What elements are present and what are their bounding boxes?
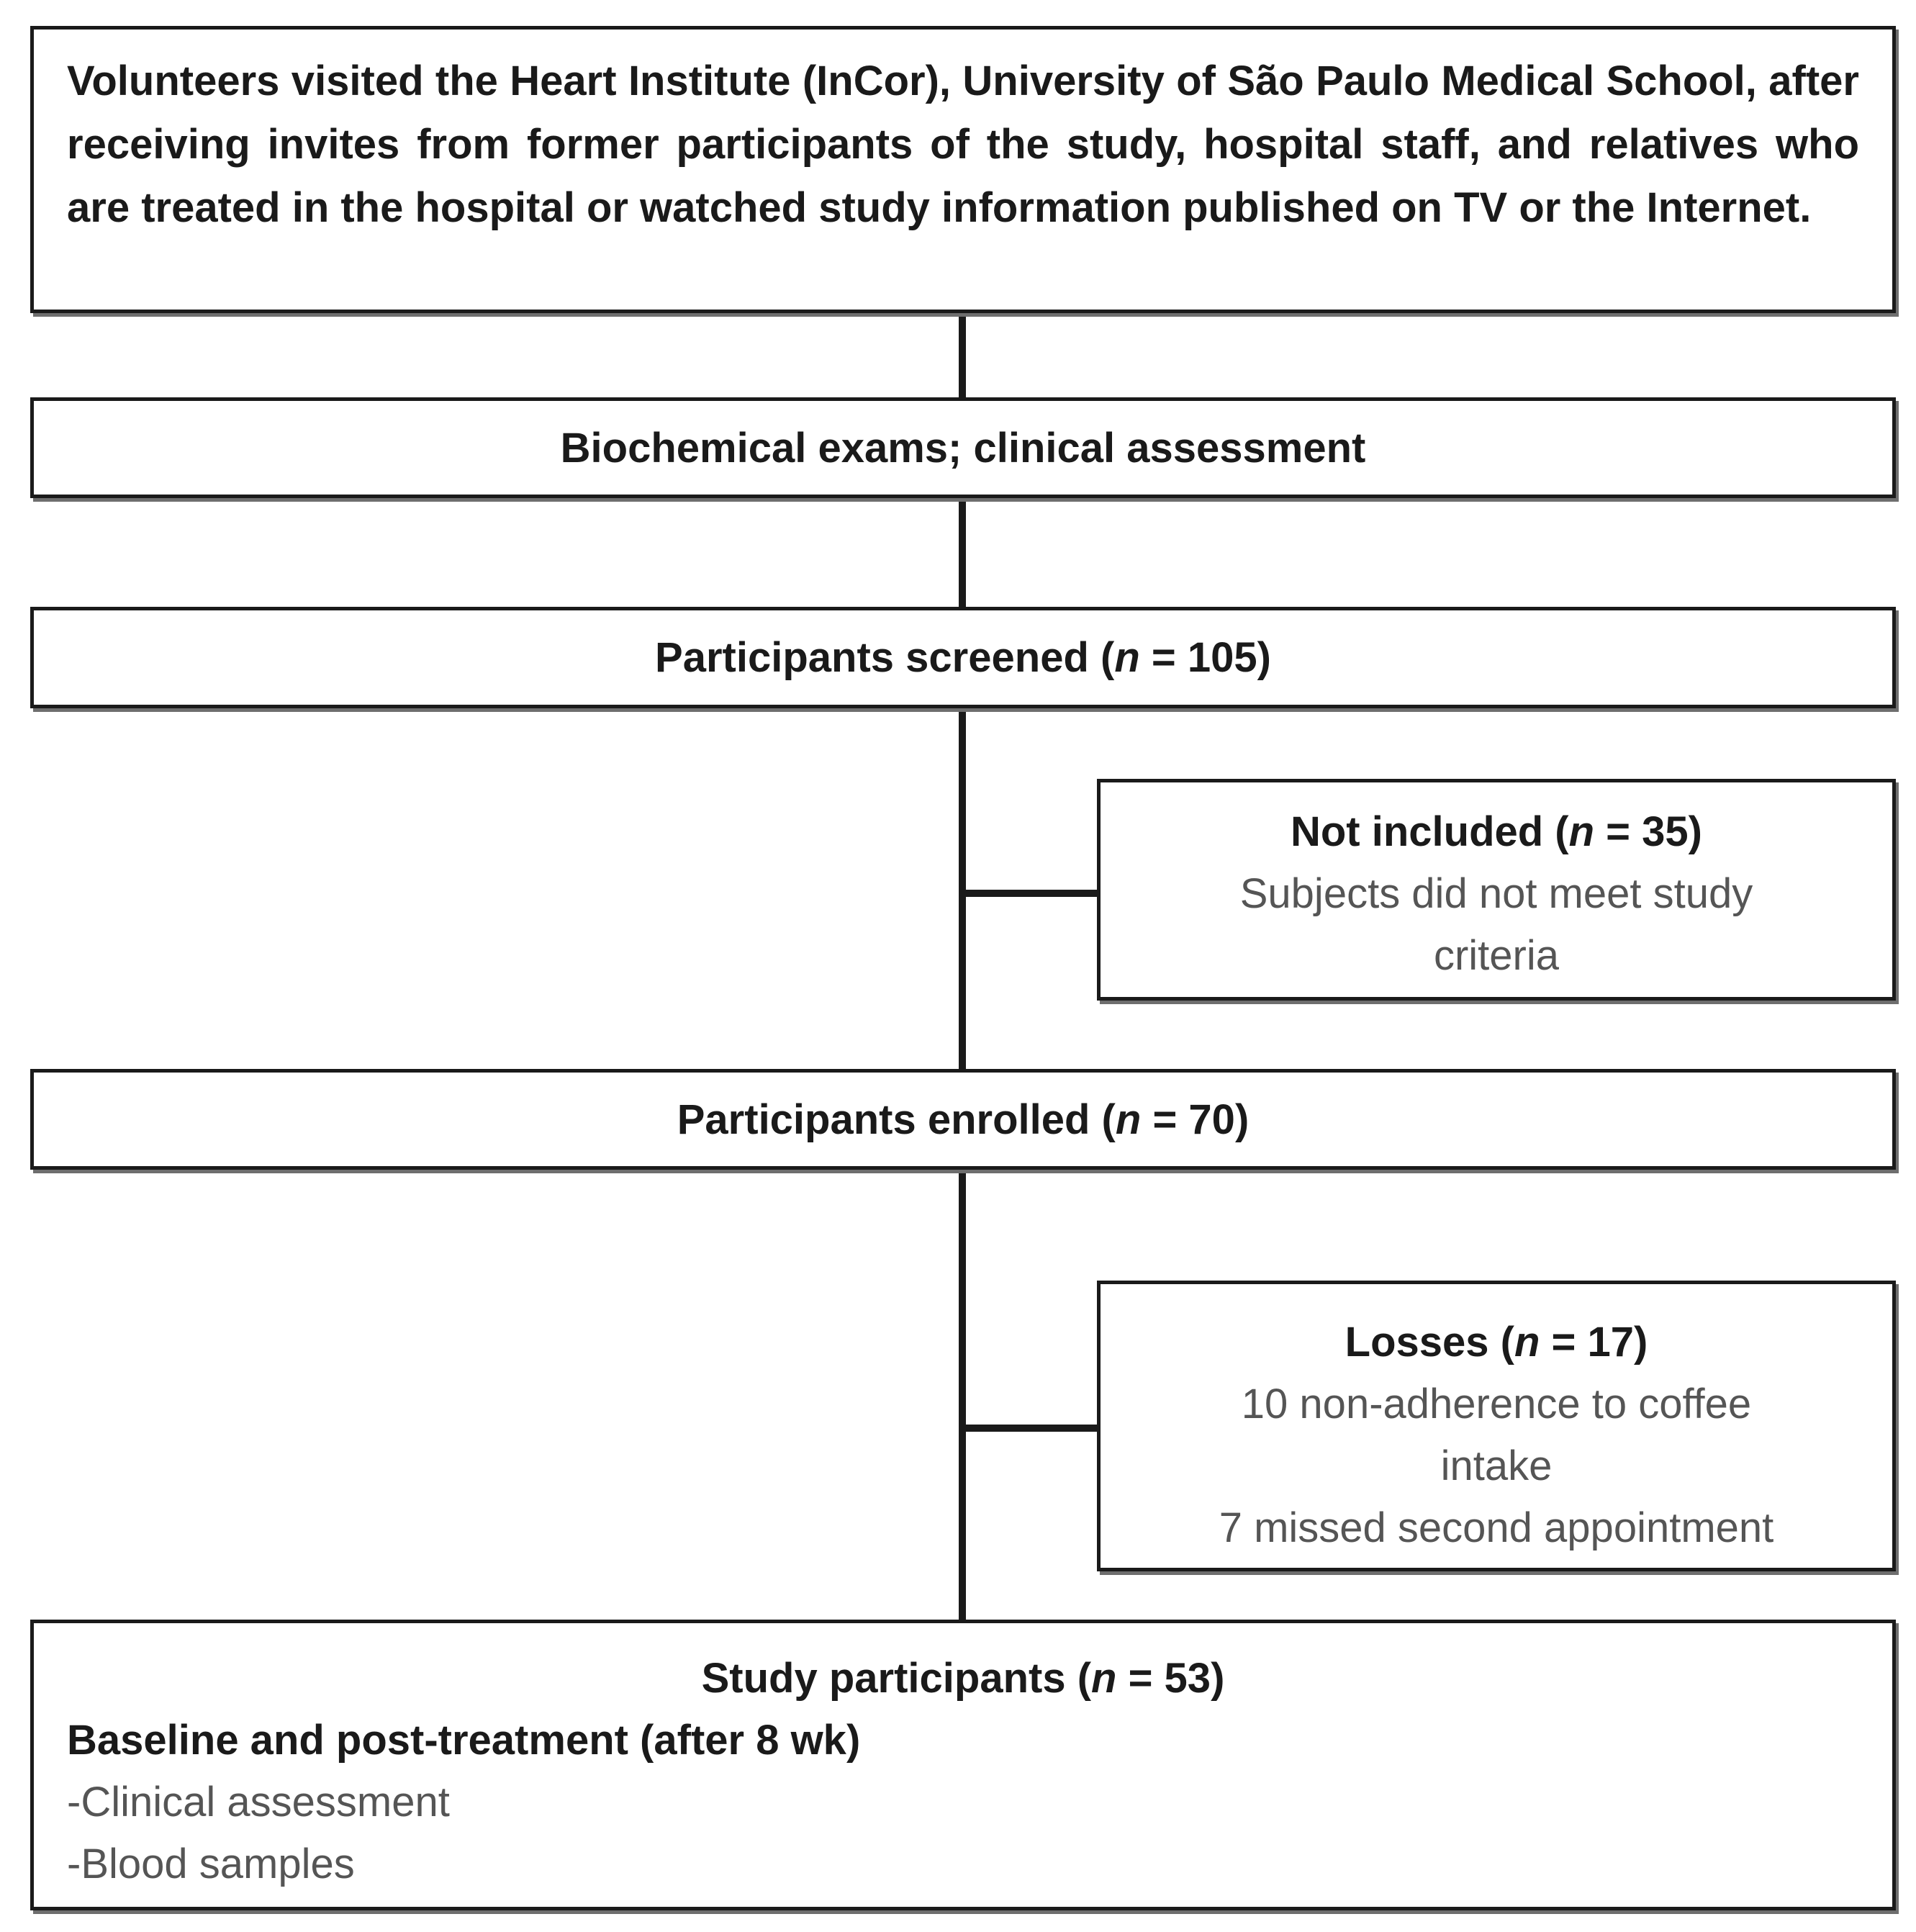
connector-intro-biochem (959, 313, 966, 397)
connector-enrolled-final (959, 1170, 966, 1620)
losses-reason-line2: intake (1440, 1443, 1553, 1489)
n-symbol: n (1568, 808, 1595, 855)
connector-branch-losses (959, 1425, 1097, 1432)
losses-reason-line3: 7 missed second appointment (1219, 1504, 1774, 1551)
biochemical-exams-text: Biochemical exams; clinical assessment (560, 424, 1366, 471)
n-symbol: n (1114, 634, 1140, 681)
connector-screened-enrolled (959, 708, 966, 1069)
screened-label: Participants screened (n = 105) (655, 634, 1271, 681)
n-symbol: n (1115, 1096, 1142, 1143)
losses-reason-line1: 10 non-adherence to coffee (1241, 1381, 1752, 1427)
recruitment-text: Volunteers visited the Heart Institute (InCor), University of São Paulo Medical School, after receiving invites from former participants of the study, hospital staff, and relatives who are treated in the hospital or watched study information published on TV or the Internet. (67, 58, 1859, 231)
enrolled-label: Participants enrolled (n = 70) (677, 1096, 1250, 1143)
study-participants-title: Study participants (n = 53) (701, 1655, 1225, 1702)
not-included-reason-line1: Subjects did not meet study (1239, 870, 1753, 917)
not-included-reason-line2: criteria (1433, 932, 1560, 979)
connector-biochem-screened (959, 498, 966, 607)
connector-branch-not-included (959, 890, 1097, 897)
n-symbol: n (1091, 1655, 1117, 1702)
not-included-title: Not included (n = 35) (1290, 808, 1702, 855)
losses-box (1097, 1281, 1896, 1571)
participants-enrolled-box (30, 1069, 1896, 1170)
recruitment-box (30, 26, 1896, 313)
participants-screened-box (30, 607, 1896, 708)
study-item-clinical: -Clinical assessment (67, 1779, 450, 1825)
n-symbol: n (1514, 1319, 1540, 1366)
study-participants-subtitle: Baseline and post-treatment (after 8 wk) (67, 1717, 861, 1764)
not-included-box (1097, 779, 1896, 1001)
study-item-blood: -Blood samples (67, 1841, 355, 1887)
biochemical-exams-box (30, 397, 1896, 498)
study-participants-box (30, 1620, 1896, 1910)
losses-title: Losses (n = 17) (1345, 1319, 1648, 1366)
